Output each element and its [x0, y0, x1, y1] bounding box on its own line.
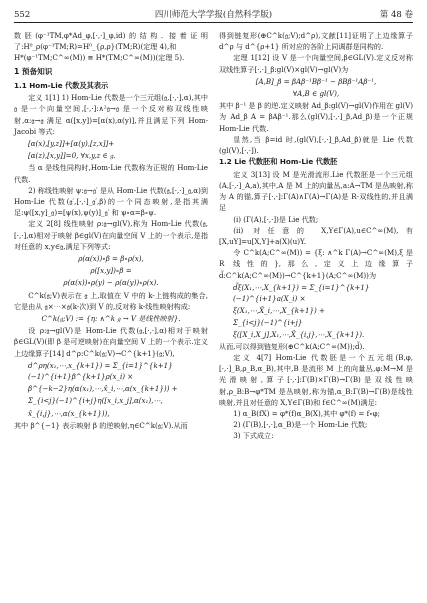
homomorphism-text: 2) 称线性映射 ψ:𝔤→𝔤′ 是从 Hom-Lie 代数(𝔤,[·,·]_𝔤,α)到 Hom-Lie 代数(𝔤′,[·,·]_𝔤′,β)的一个同态映射,是指其满足:ψ([x,y]_𝔤)=[ψ(x),ψ(y)]_𝔤′ 和 ψ∘α=β∘ψ. — [14, 185, 208, 218]
page-header — [14, 8, 413, 23]
lie-coboundary-formula-1: d̃ξ(X₁,⋯,X_{k+1}) = Σ_{i=1}^{k+1}(−1)^{i+1}a(X_i) × — [233, 282, 370, 303]
definition-3-text: 定义 3[13] 设 M 是光滑流形.Lie 代数胚是一个三元组(A,[·,·]_A,a),其中,A 是 M 上的向量丛,a:A→TM 是丛映射,称为 A 的锚,算子[·,·]:Γ(A)∧Γ(A)→Γ(A)是 R-双线性的,并且满足 — [219, 169, 413, 213]
bracket-beta-formula: [A,B]_β = βAβ⁻¹Bβ⁻¹ − βBβ⁻¹Aβ⁻¹, — [255, 76, 377, 86]
condition-i: (i) (Γ(A),[·,·])是 Lie 代数; — [233, 214, 319, 224]
condition-ii: (ii) 对任意的 X,Y∈Γ(A),u∈C^∞(M),有[X,uY]=u[X,Y]+a(X)(u)Y. — [219, 225, 413, 246]
coboundary-formula-1: d^ρη(x₁,⋯,x_{k+1}) = Σ_{i=1}^{k+1}(−1)^{i+1}β^{k+1}ρ(x_i) × — [28, 360, 173, 381]
lie-chain-complex-text: 从而,可以得到链复形(⊕C^k(A;C^∞(M));d̃). — [219, 341, 365, 351]
journal-title: 四川师范大学学报(自然科学版) — [154, 10, 273, 20]
hom-lie-algebroid-condition-1: 1) α_B(fX) = φ*(f)α_B(X),其中 φ*(f) = f∘φ; — [233, 409, 381, 418]
inverse-map-text: 其中 β^{−1} 表示映射 β 的逆映射,η∈C^k(𝔤;V).从而 — [14, 420, 188, 430]
lie-coboundary-formula-2: ξ(X₁,⋯,X̂_i,⋯,X_{k+1}) + — [233, 306, 325, 316]
representation-equation-2a: ρ([x,y])∘β = — [90, 266, 132, 276]
chain-complex-text: 得到链复形(⊕C^k(𝔤;V);d^ρ),文献[11]证明了上边缘算子 d^ρ 与 d^{ρ+1} 所对应的各阶上同调群是同构的. — [219, 31, 413, 52]
representation-equation-2b: ρ(α(x))∘ρ(y) − ρ(α(y))∘ρ(x). — [63, 278, 159, 288]
coboundary-formula-3: Σ_{i<j}(−1)^{i+j}η([x_i,x_j],α(x₁),⋯, — [28, 396, 163, 406]
coboundary-formula-4: x̂_{i,j},⋯,α(x_{k+1})), — [28, 408, 110, 418]
page-number: 552 — [14, 10, 31, 20]
regular-hom-lie-text: 当 α 是线性同构时,Hom-Lie 代数称为正规的 Hom-Lie 代数. — [14, 163, 208, 184]
lie-coboundary-formula-3: Σ_{i<j}(−1)^{i+j}ξ([X_i,X_j],X₁,⋯,X̂_{i,j},⋯,X_{k+1}). — [233, 318, 365, 339]
definition-4-text: 定义 4[7] Hom-Lie 代数胚是一个五元组(B,φ,[·,·]_B,ρ_B,α_B),其中,B 是流形 M 上的向量丛,φ:M→M 是光滑映射,算子[·,·]:Γ(B)×Γ(B)→Γ(B)是双线性映射,ρ_B:B→φ*TM 是丛映射,称为锚,α_B:Γ(B)→Γ(B)是线性映射,并且对任意的 X,Y∈Γ(B)和 f∈C^∞(M)满足: — [219, 352, 413, 407]
adjoint-map-text: 其中 β⁻¹ 是 β 的逆.定义映射 Ad_β:gl(V)→gl(V)作用在 gl(V)为 Ad_β A = βAβ⁻¹.那么(gl(V),[·,·]_β,Ad_β)是一个正规 Hom-Lie 代数. — [219, 101, 413, 133]
hom-lie-algebroid-condition-2: 2) (Γ(B),[·,·],α_B)是一个 Hom-Lie 代数; — [233, 420, 368, 430]
cochain-definition: C^k(𝔤;V) := {η: ∧^k 𝔤 → V 是线性映射}. — [41, 313, 181, 323]
cochain-text: C^k(𝔤;V)表示在 𝔤 上,取值在 V 中的 k-上链构成的集合,它是由从 𝔤×⋯×𝔤(k-次)到 V 的,反对称 k-线性映射构成: — [14, 290, 208, 311]
section-heading-1-1: 1.1 Hom-Lie 代数及其表示 — [14, 80, 109, 90]
identity-case-text: 显然,当 β=id 时,(gl(V),[·,·]_β,Ad_β)就是 Lie 代数(gl(V),[·,·]). — [219, 134, 413, 156]
intro-text-theorem5: H*(φ⁻¹TM;C^∞(M)) ≅ H*(TM;C^∞(M))(定理 5). — [14, 53, 185, 63]
intro-text: 数胚(φ⁻¹TM,φ*Ad_φ,[·,·]_φ,id)的结构. 接着证明了:H⁰_ρ(φ⁻¹TM;R)=H⁰_{ρ,ρ}(TM;R)(定理 4),和 — [14, 31, 208, 52]
definition-1-text: 定义 1[1] 1) Hom-Lie 代数是一个三元组(𝔤,[·,·],α),其中 𝔤 是一个向量空间,[·,·]:∧²𝔤→𝔤 是一个反对称双线性映射,α:𝔤→𝔤 满足 α([x,y])=[α(x),α(y)],并且满足下列 Hom-Jacobi 等式: — [14, 93, 208, 136]
volume-label: 第 48 卷 — [379, 10, 413, 20]
hom-jacobi-equation-line1: [α(x),[y,z]]+[α(y),[z,x]]+ — [28, 138, 115, 148]
coboundary-text: 设 ρ:𝔤→gl(V)是 Hom-Lie 代数(𝔤,[·,·],α)相对于映射 β∈GL(V)(即 β 是可逆映射)在向量空间 V 上的一个表示.定义上边缘算子[14] d^ρ:C^k(𝔤;V)→C^{k+1}(𝔤;V), — [14, 326, 208, 358]
bracket-beta-quantifier: ∀A,B ∈ gl(V), — [292, 89, 340, 99]
left-column — [14, 30, 208, 431]
hom-lie-algebroid-condition-3: 3) 下式成立: — [233, 431, 274, 441]
representation-equation-1: ρ(α(x))∘β = β∘ρ(x), — [78, 253, 144, 263]
section-heading-1-2: 1.2 Lie 代数胚和 Hom-Lie 代数胚 — [219, 157, 338, 167]
theorem-1-text: 定理 1[12] 设 V 是一个向量空间,β∈GL(V).定义反对称双线性算子[·,·]_β:gl(V)×gl(V)→gl(V)为 — [219, 53, 413, 74]
hom-jacobi-equation-line2: [α(z),[x,y]]=0, ∀x,y,z ∈ 𝔤. — [28, 151, 116, 161]
section-heading-1: 1 预备知识 — [14, 66, 53, 76]
right-column — [219, 30, 413, 442]
lie-cochain-text: 令 C^k(A;C^∞(M)) = {ξ: ∧^k Γ(A)→C^∞(M),ξ 是 R 线性的},那么,定义上边缘算子 d̃:C^k(A;C^∞(M))→C^{k+1}(A;C^∞(M))为 — [219, 248, 413, 280]
definition-2-text: 定义 2[8] 线性映射 ρ:𝔤→gl(V),称为 Hom-Lie 代数(𝔤,[·,·],α)相对于映射 β∈gl(V)在向量空间 V 上的一个表示,是指对任意的 x,y∈𝔤,满足下列等式: — [14, 219, 208, 251]
coboundary-formula-2: β^{−k−2}η(α(x₁),⋯,x̂_i,⋯,α(x_{k+1})) + — [28, 384, 178, 394]
